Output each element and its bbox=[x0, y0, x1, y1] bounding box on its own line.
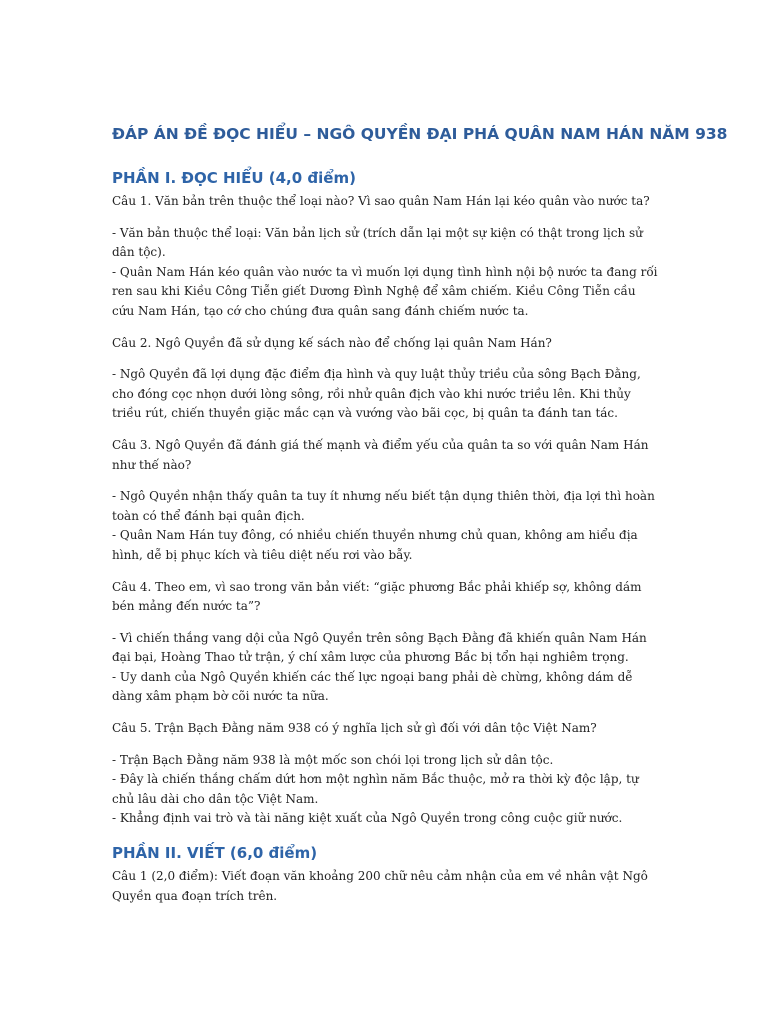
document-page bbox=[112, 122, 728, 918]
answer-line: - Quân Nam Hán tuy đông, có nhiều chiến thuyền nhưng chủ quan, không am hiểu địa hình, dễ bị phục kích và tiêu diệt nếu rơi vào bẫy. bbox=[112, 528, 638, 562]
writing-question-1: Câu 1 (2,0 điểm): Viết đoạn văn khoảng 200 chữ nêu cảm nhận của em về nhân vật Ngô Quyền qua đoạn trích trên. bbox=[112, 869, 648, 903]
question-3: Câu 3. Ngô Quyền đã đánh giá thế mạnh và điểm yếu của quân ta so với quân Nam Hán như thế nào? bbox=[112, 437, 649, 472]
document-title: ĐÁP ÁN ĐỀ ĐỌC HIỂU – NGÔ QUYỀN ĐẠI PHÁ QUÂN NAM HÁN NĂM 938 bbox=[112, 125, 728, 143]
answer-line: - Vì chiến thắng vang dội của Ngô Quyền trên sông Bạch Đằng đã khiến quân Nam Hán đại bại, Hoàng Thao tử trận, ý chí xâm lược của phương Bắc bị tổn hại nghiêm trọng. bbox=[112, 630, 647, 665]
question-2: Câu 2. Ngô Quyền đã sử dụng kế sách nào để chống lại quân Nam Hán? bbox=[112, 335, 552, 350]
answer-line: - Trận Bạch Đằng năm 938 là một mốc son chói lọi trong lịch sử dân tộc. bbox=[112, 752, 554, 767]
answer-line: - Văn bản thuộc thể loại: Văn bản lịch sử (trích dẫn lại một sự kiện có thật trong lịch sử dân tộc). bbox=[112, 225, 643, 260]
answer-line: - Đây là chiến thắng chấm dứt hơn một nghìn năm Bắc thuộc, mở ra thời kỳ độc lập, tự chủ lâu dài cho dân tộc Việt Nam. bbox=[112, 772, 639, 806]
question-5: Câu 5. Trận Bạch Đằng năm 938 có ý nghĩa lịch sử gì đối với dân tộc Việt Nam? bbox=[112, 721, 597, 736]
question-1: Câu 1. Văn bản trên thuộc thể loại nào? Vì sao quân Nam Hán lại kéo quân vào nước ta? bbox=[112, 194, 650, 208]
answer-line: - Uy danh của Ngô Quyền khiến các thế lực ngoại bang phải dè chừng, không dám dễ dàng xâm phạm bờ cõi nước ta nữa. bbox=[112, 669, 633, 704]
answer-1 bbox=[112, 224, 660, 322]
answer-3 bbox=[112, 487, 660, 565]
question-4: Câu 4. Theo em, vì sao trong văn bản viết: “giặc phương Bắc phải khiếp sợ, không dám bén mảng đến nước ta”? bbox=[112, 579, 642, 614]
answer-line: - Khẳng định vai trò và tài năng kiệt xuất của Ngô Quyền trong công cuộc giữ nước. bbox=[112, 811, 623, 826]
answer-2 bbox=[112, 365, 660, 424]
answer-4 bbox=[112, 629, 660, 707]
answer-line: - Ngô Quyền nhận thấy quân ta tuy ít nhưng nếu biết tận dụng thiên thời, địa lợi thì hoàn toàn có thể đánh bại quân địch. bbox=[112, 489, 655, 523]
answer-line: - Quân Nam Hán kéo quân vào nước ta vì muốn lợi dụng tình hình nội bộ nước ta đang rối ren sau khi Kiều Công Tiễn giết Dương Đình Nghệ để xâm chiếm. Kiều Công Tiễn cầu cứu Nam Hán, tạo cớ cho chúng đưa quân sang đánh chiếm nước ta. bbox=[112, 264, 658, 318]
section-heading-part1: PHẦN I. ĐỌC HIỂU (4,0 điểm) bbox=[112, 169, 356, 187]
answer-5 bbox=[112, 751, 660, 829]
answer-line: - Ngô Quyền đã lợi dụng đặc điểm địa hình và quy luật thủy triều của sông Bạch Đằng, cho đóng cọc nhọn dưới lòng sông, rồi nhử quân địch vào khi nước triều lên. Khi thủy triều rút, chiến thuyền giặc mắc cạn và vướng vào bãi cọc, bị quân ta đánh tan tác. bbox=[112, 367, 641, 421]
section-heading-part2: PHẦN II. VIẾT (6,0 điểm) bbox=[112, 844, 318, 863]
